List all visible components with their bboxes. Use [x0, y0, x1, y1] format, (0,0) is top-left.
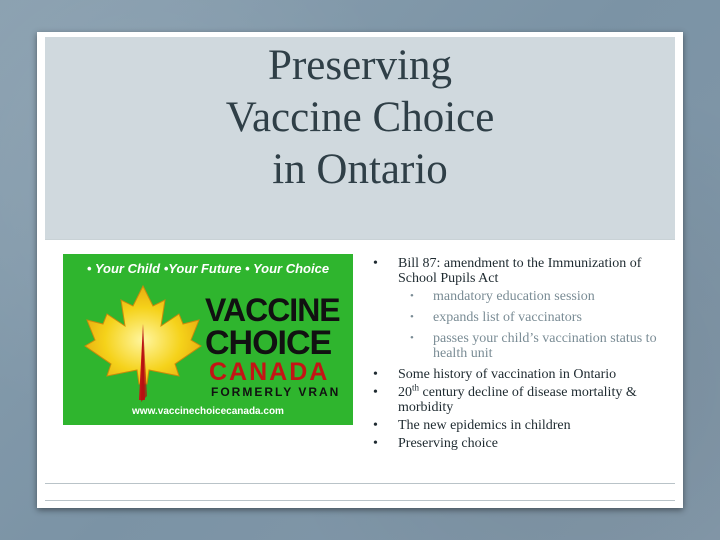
bullet-history: • Some history of vaccination in Ontario — [370, 367, 670, 382]
bullet-bill-87: • Bill 87: amendment to the Immunization of School Pupils Act — [370, 256, 670, 286]
sub-bullet-education: • mandatory education session — [370, 289, 670, 304]
title-band — [45, 37, 675, 239]
bullet-20th-post: century decline of disease mortality & morbidity — [398, 385, 637, 415]
logo-word-formerly: FORMERLY VRAN — [211, 385, 341, 399]
bullet-preserving-choice: • Preserving choice — [370, 436, 670, 451]
logo-url: www.vaccinechoicecanada.com — [132, 406, 284, 417]
logo-word-vaccine: VACCINE — [205, 292, 340, 328]
bullet-list — [370, 256, 670, 454]
logo-word-choice: CHOICE — [205, 324, 332, 362]
title-divider — [45, 239, 675, 240]
title-line-2: Vaccine Choice — [225, 94, 495, 141]
footer-rule — [45, 483, 675, 501]
vaccine-choice-canada-logo — [63, 254, 353, 425]
maple-leaf-icon — [83, 284, 203, 402]
logo-tagline: • Your Child •Your Future • Your Choice — [86, 261, 330, 276]
title-line-1: Preserving — [268, 42, 452, 89]
slide — [37, 32, 683, 508]
bullet-20th-sup: th — [412, 382, 420, 393]
bullet-20th-century — [370, 382, 670, 415]
bullet-new-epidemics: • The new epidemics in children — [370, 418, 670, 433]
sub-bullet-status: • passes your child’s vaccination status to health unit — [370, 331, 670, 361]
sub-bullet-vaccinators: • expands list of vaccinators — [370, 310, 670, 325]
title-line-3: in Ontario — [272, 146, 448, 193]
bullet-20th-pre: 20 — [398, 385, 412, 400]
slide-title — [45, 40, 675, 196]
logo-word-canada: CANADA — [209, 358, 330, 386]
